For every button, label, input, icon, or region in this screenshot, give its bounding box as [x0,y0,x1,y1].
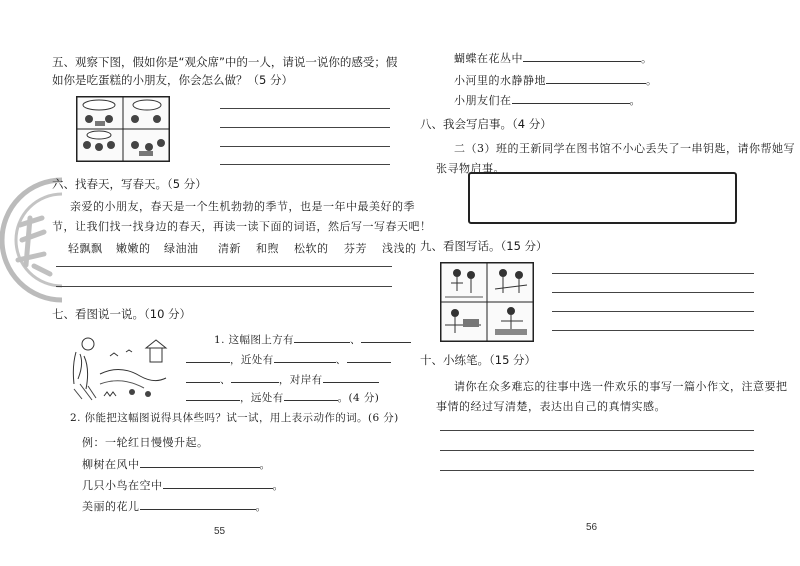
q8-line2: 张寻物启事。 [436,162,505,175]
q7-title: 七、看图说一说。（10 分） [52,307,192,321]
prompt-text: 小朋友们在 [454,94,512,107]
q7-s1-row4 [186,390,379,405]
word-item: 和煦 [256,242,279,255]
word-item: 嫩嫩的 [116,242,151,255]
prompt-text: 几只小鸟在空中 [82,479,163,492]
q7-near-label: ，近处有 [230,354,274,366]
q7-example: 例：一轮红日慢慢升起。 [82,436,209,449]
q9-title: 九、看图写话。（15 分） [420,239,548,253]
prompt-text: 蝴蝶在花丛中 [454,52,523,65]
q8-title: 八、我会写启事。（4 分） [420,117,552,131]
separator: 、 [335,354,347,366]
q7-s1-row1 [214,332,411,347]
word-item: 清新 [218,242,241,255]
q7-s1-score: 。(4 分) [337,392,380,404]
end-mark: 。 [272,479,284,492]
q6-para-line2: 节，让我们找一找身边的春天，再读一读下面的词语，然后写一写春天吧！ [52,220,432,233]
prompt-text: 柳树在风中 [82,458,140,471]
end-mark: 。 [255,500,267,513]
word-item: 芬芳 [344,242,367,255]
end-mark: 。 [641,52,653,65]
q6-para-line1: 亲爱的小朋友，春天是一个生机勃勃的季节，也是一年中最美好的季 [70,200,415,213]
right-prompt-3 [454,92,641,108]
q7-prompt-2 [82,477,284,493]
right-prompt-2 [454,72,658,88]
q10-line2: 事情的经过写清楚，表达出自己的真情实感。 [436,400,666,413]
q7-s1-prefix: 1. 这幅图上方有 [214,334,294,346]
prompt-text: 小河里的水静静地 [454,74,546,87]
page-number-right: 56 [586,522,598,533]
separator: 、 [220,374,231,386]
word-item: 松软的 [294,242,329,255]
word-item: 绿油油 [164,242,199,255]
q7-shore-label: ，对岸有 [278,374,323,386]
q7-spring-scene-illustration [70,334,168,404]
q8-line1: 二（3）班的王新同学在图书馆不小心丢失了一串钥匙，请你帮她写 [454,142,795,155]
q5-line2: 如你是吃蛋糕的小朋友，你会怎么做？（5 分） [52,73,293,87]
word-item: 浅浅的 [382,242,417,255]
q10-line1: 请你在众多难忘的往事中选一件欢乐的事写一篇小作文，注意要把 [454,380,788,393]
word-item: 轻飘飘 [68,242,103,255]
q7-far-label: ，远处有 [240,392,284,404]
q7-s1-row3 [186,372,379,387]
end-mark: 。 [629,94,641,107]
q5-line1: 五、观察下图，假如你是“观众席”中的一人，请说一说你的感受；假 [52,55,398,69]
right-page [400,0,800,566]
prompt-text: 美丽的花儿 [82,500,140,513]
q7-prompt-3 [82,498,267,514]
right-prompt-1 [454,50,653,66]
end-mark: 。 [259,458,271,471]
page-number-left: 55 [214,526,226,537]
q7-s2-instruction: 2. 你能把这幅图说得具体些吗？试一试，用上表示动作的词。(6 分) [70,412,399,424]
q7-prompt-1 [82,456,271,472]
q6-title: 六、找春天，写春天。（5 分） [52,177,207,191]
separator: 、 [349,334,361,346]
end-mark: 。 [646,74,658,87]
q7-s1-row2 [186,352,391,367]
q10-title: 十、小练笔。（15 分） [420,353,537,367]
notice-writing-box[interactable] [468,172,737,224]
q5-comic-illustration [76,96,170,162]
